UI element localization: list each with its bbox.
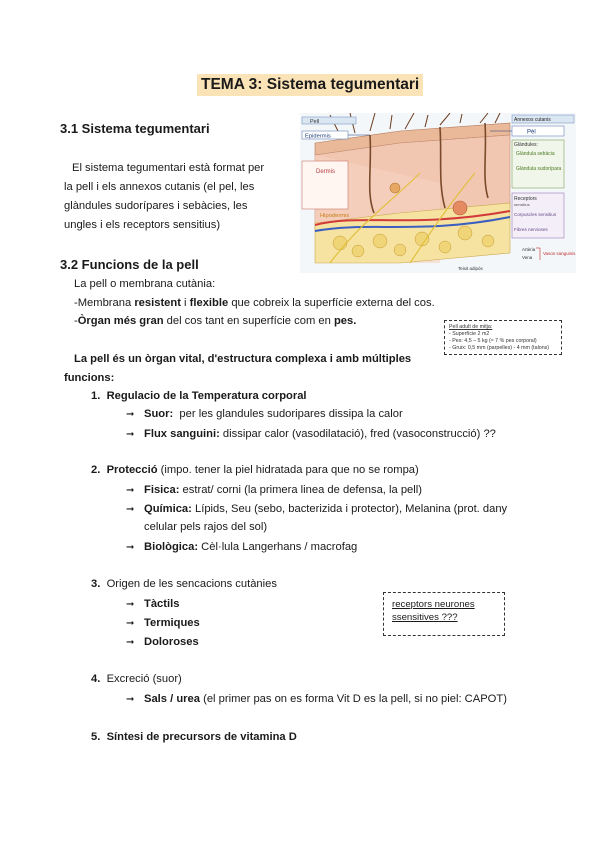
list-sub-item: ➞ Fisica: estrat/ corni (la primera linea de defensa, la pell) — [126, 484, 422, 496]
list-sub-item: ➞ Sals / urea (el primer pas on es forma Vit D es la pell, si no piel: CAPOT) — [126, 693, 507, 705]
paragraph-line: El sistema tegumentari està format per — [72, 162, 265, 174]
label-pell: Pell — [310, 119, 320, 125]
vital-organ-line: La pell és un òrgan vital, d'estructura complexa i amb múltiples — [74, 353, 412, 365]
label-glandules: Glàndules: — [514, 142, 538, 148]
arrow-icon: ➞ — [126, 618, 135, 629]
label-pel: Pèl — [527, 129, 536, 136]
section-1-paragraph — [64, 159, 299, 235]
list-item-4: 4. Excreció (suor) — [91, 673, 182, 685]
label-epidermis: Epidermis — [305, 133, 331, 140]
label-arteria: Artèria — [522, 247, 536, 252]
label-fibres: Fibres nervioses — [514, 227, 548, 232]
list-sub-item: ➞ Flux sanguini: dissipar calor (vasodilatació), fred (vasoconstrucció) ?? — [126, 428, 496, 440]
paragraph-line: glàndules sudorípares i sebàcies, les — [64, 200, 248, 212]
arrow-icon: ➞ — [126, 429, 135, 440]
list-sub-item: ➞ Suor: per les glandules sudoripares dissipa la calor — [126, 408, 403, 420]
note-box-receptors: receptors neurones ssensitives ??? — [383, 592, 505, 636]
list-sub-item: ➞ Tàctils — [126, 598, 180, 610]
label-vena: Vena — [522, 255, 533, 260]
label-glandula-sudoripara: Glàndula sudorípara — [516, 166, 562, 172]
section-heading-1: 3.1 Sistema tegumentari — [60, 121, 210, 136]
arrow-icon: ➞ — [126, 599, 135, 610]
paragraph-line: ungles i els receptors sensitius) — [64, 219, 221, 231]
label-hipodermis: Hipodermis — [320, 213, 350, 219]
list-sub-item-cont: celular pels rajos del sol) — [144, 521, 268, 533]
arrow-icon: ➞ — [126, 504, 135, 515]
list-item-2: 2. Protecció (impo. tener la piel hidratada para que no se rompa) — [91, 464, 419, 476]
paragraph-line: la pell i els annexos cutanis (el pel, les — [64, 181, 255, 193]
label-receptors-sub: sensitius — [514, 202, 530, 207]
section-2-line1: -Membrana resistent i flexible que cobreix la superfície externa del cos. — [74, 297, 435, 309]
vital-organ-line-2: funcions: — [64, 372, 115, 384]
page-title: TEMA 3: Sistema tegumentari — [197, 74, 423, 96]
list-item-5: 5. Síntesi de precursors de vitamina D — [91, 731, 297, 743]
section-2-line2: -Òrgan més gran del cos tant en superfície com en pes. — [74, 315, 357, 327]
note-box-adult-skin: Pell adult de mitja: - Superfície 2 m2 - Pes: 4,5 – 5 kg (≈ 7 % pes corporal) - Gruix: 0,5 mm (parpelles) - 4 mm (talons) — [444, 320, 562, 355]
list-sub-item: ➞ Química: Lípids, Seu (sebo, bacterizida i protector), Melanina (prot. dany — [126, 503, 508, 515]
list-sub-item: ➞ Termiques — [126, 617, 200, 629]
label-corpuscles: Corpuscles sensitius — [514, 212, 557, 217]
arrow-icon: ➞ — [126, 694, 135, 705]
section-heading-2: 3.2 Funcions de la pell — [60, 257, 199, 272]
label-annexos: Annexos cutanis — [514, 117, 551, 123]
section-2-intro: La pell o membrana cutània: — [74, 278, 216, 290]
list-sub-item: ➞ Biològica: Cèl·lula Langerhans / macrofag — [126, 541, 358, 553]
label-glandula-sebacia: Glàndula sebàcia — [516, 151, 555, 157]
label-teixit: Teixit adipós — [458, 266, 483, 271]
arrow-icon: ➞ — [126, 542, 135, 553]
label-receptors: Receptors — [514, 196, 537, 202]
list-item-3: 3. Origen de les sencacions cutànies — [91, 578, 277, 590]
list-item-1: 1. Regulacio de la Temperatura corporal — [91, 390, 307, 402]
list-sub-item: ➞ Doloroses — [126, 636, 199, 648]
label-dermis: Dermis — [316, 169, 335, 175]
arrow-icon: ➞ — [126, 485, 135, 496]
skin-diagram — [300, 113, 576, 273]
label-vasos: Vasos sanguinis — [543, 251, 576, 256]
arrow-icon: ➞ — [126, 637, 135, 648]
arrow-icon: ➞ — [126, 409, 135, 420]
